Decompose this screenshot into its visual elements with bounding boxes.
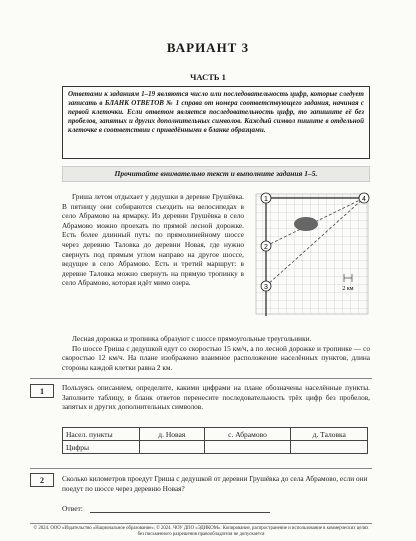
point-3 [261, 281, 271, 291]
lake-icon [294, 217, 318, 231]
table-row [63, 441, 368, 454]
answer-table [62, 427, 368, 454]
divider [30, 378, 372, 379]
part-heading: ЧАСТЬ 1 [190, 72, 226, 82]
story-paragraph-1: Гриша летом отдыхает у дедушки в деревне Грушёвка. В пятницу они собираются съездить на велосипедах в село Абрамово на ярмарку. Из деревни Грушёвка в село Абрамово можно проехать по прямой лесной дорожке. Есть более длинный путь: по прямолинейному шоссе через деревню Таловка до деревни Новая, где нужно свернуть под прямым углом направо на другое шоссе, ведущее в село Абрамово. Есть и третий маршрут: в деревне Таловка можно свернуть на прямую тропинку в село Абрамово, которая идёт мимо озера. [62, 192, 244, 288]
point-3-label: 3 [264, 284, 268, 291]
table-cell: Цифры [63, 441, 140, 454]
story-text-continued [62, 334, 370, 372]
point-1-label: 1 [264, 196, 268, 203]
point-4 [359, 193, 369, 203]
answer-label: Ответ: [62, 504, 83, 513]
footer-copyright: © 2024. ООО «Издательство «Национальное образование». © 2024. ЧОУ ДПО «ЭДИКОМ». Копирование, распространение и использование в коммерческих целях без письменного разрешения правообладателя не допускается [33, 526, 369, 537]
answer-cell-abramovo[interactable] [204, 441, 291, 454]
table-header-row [63, 428, 368, 441]
story-paragraph-2: Лесная дорожка и тропинка образуют с шоссе прямоугольные треугольники. [72, 334, 312, 343]
answer-cell-talovka[interactable] [291, 441, 368, 454]
table-cell: Насел. пункты [63, 428, 140, 441]
story-text [62, 192, 244, 288]
point-2 [261, 241, 271, 251]
question-2-number: 2 [30, 473, 54, 487]
village-map [246, 188, 376, 322]
page-title: ВАРИАНТ 3 [166, 40, 250, 55]
footer-divider [30, 523, 372, 524]
table-cell: д. Таловка [291, 428, 368, 441]
point-2-label: 2 [264, 244, 268, 251]
map-grid [256, 194, 368, 314]
read-prompt-banner: Прочитайте внимательно текст и выполните задания 1–5. [62, 166, 370, 182]
scale-label: 2 км [342, 286, 354, 292]
story-paragraph-3: По шоссе Гриша с дедушкой едут со скоростью 15 км/ч, а по лесной дорожке и тропинке — со скоростью 12 км/ч. На плане изображено взаимное расположение населённых пунктов, длина стороны каждой клетки равна 2 км. [62, 343, 370, 372]
question-1-number: 1 [30, 384, 54, 398]
instructions-box: Ответами к заданиям 1–19 являются число или последовательность цифр, которые следует записать в БЛАНК ОТВЕТОВ № 1 справа от номера соответствующего задания, начиная с первой клеточки. Если ответом является последовательность цифр, то запишите её без пробелов, запятых и других дополнительных символов. Каждый символ пишите в отдельной клеточке в соответствии с приведёнными в бланке образцами. [62, 86, 370, 159]
divider [30, 468, 372, 469]
answer-field[interactable] [90, 512, 270, 513]
table-cell: с. Абрамово [204, 428, 291, 441]
answer-cell-novaya[interactable] [140, 441, 205, 454]
point-1 [261, 193, 271, 203]
question-1-text: Пользуясь описанием, определите, какими цифрами на плане обозначены населённые пункты. Заполните таблицу, в бланк ответов перенесите последовательность трёх цифр без пробелов, запятых и других дополнительных символов. [62, 383, 370, 412]
question-2-text: Сколько километров проедут Гриша с дедушкой от деревни Грушёвка до села Абрамово, если они поедут по шоссе через деревню Новая? [62, 474, 368, 493]
table-cell: д. Новая [140, 428, 205, 441]
point-4-label: 4 [362, 196, 366, 203]
